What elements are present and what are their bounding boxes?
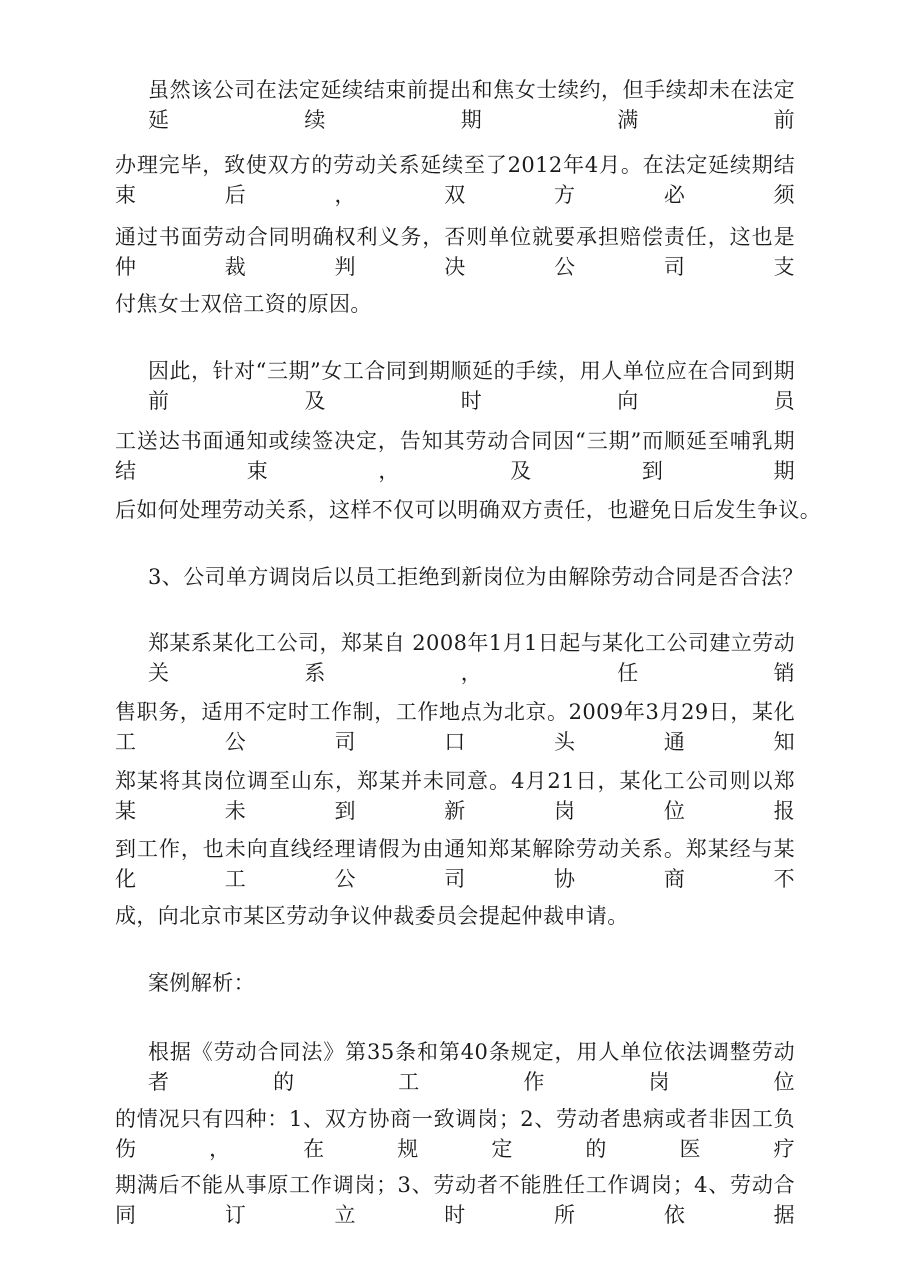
paragraph-4-line-1: 郑某系某化工公司，郑某自 2008年1月1日起与某化工公司建立劳动关系，任销 <box>148 631 795 685</box>
question-heading: 3、公司单方调岗后以员工拒绝到新岗位为由解除劳动合同是否合法？ <box>148 565 804 589</box>
paragraph-4-line-4: 到工作，也未向直线经理请假为由通知郑某解除劳动关系。郑某经与某化工公司协商不 <box>115 837 795 891</box>
paragraph-2-line-2: 工送达书面通知或续签决定，告知其劳动合同因“三期”而顺延至哺乳期结束，及到期 <box>115 429 795 483</box>
paragraph-4-line-2: 售职务，适用不定时工作制，工作地点为北京。2009年3月29日，某化工公司口头通知 <box>115 700 795 754</box>
paragraph-4-line-5: 成，向北京市某区劳动争议仲裁委员会提起仲裁申请。 <box>115 904 629 928</box>
paragraph-1-line-3: 通过书面劳动合同明确权利义务，否则单位就要承担赔偿责任，这也是仲裁判决公司支 <box>115 225 795 279</box>
paragraph-2-line-3: 后如何处理劳动关系，这样不仅可以明确双方责任，也避免日后发生争议。 <box>115 498 822 522</box>
paragraph-6-line-1: 根据《劳动合同法》第35条和第40条规定，用人单位依法调整劳动者的工作岗位 <box>148 1040 795 1094</box>
paragraph-1-line-1: 虽然该公司在法定延续结束前提出和焦女士续约，但手续却未在法定延续期满前 <box>148 78 795 132</box>
paragraph-6-line-2: 的情况只有四种：1、双方协商一致调岗；2、劳动者患病或者非因工负伤，在规定的医疗 <box>115 1107 795 1161</box>
case-analysis-label: 案例解析： <box>148 971 255 995</box>
paragraph-4-line-3: 郑某将其岗位调至山东，郑某并未同意。4月21日，某化工公司则以郑某未到新岗位报 <box>115 769 795 823</box>
paragraph-1-line-4: 付焦女士双倍工资的原因。 <box>115 292 372 316</box>
paragraph-2-line-1: 因此，针对“三期”女工合同到期顺延的手续，用人单位应在合同到期前及时向员 <box>148 359 795 413</box>
paragraph-6-line-3: 期满后不能从事原工作调岗；3、劳动者不能胜任工作调岗；4、劳动合同订立时所依据 <box>115 1173 795 1227</box>
paragraph-1-line-2: 办理完毕，致使双方的劳动关系延续至了2012年4月。在法定延续期结束后，双方必须 <box>115 153 795 207</box>
